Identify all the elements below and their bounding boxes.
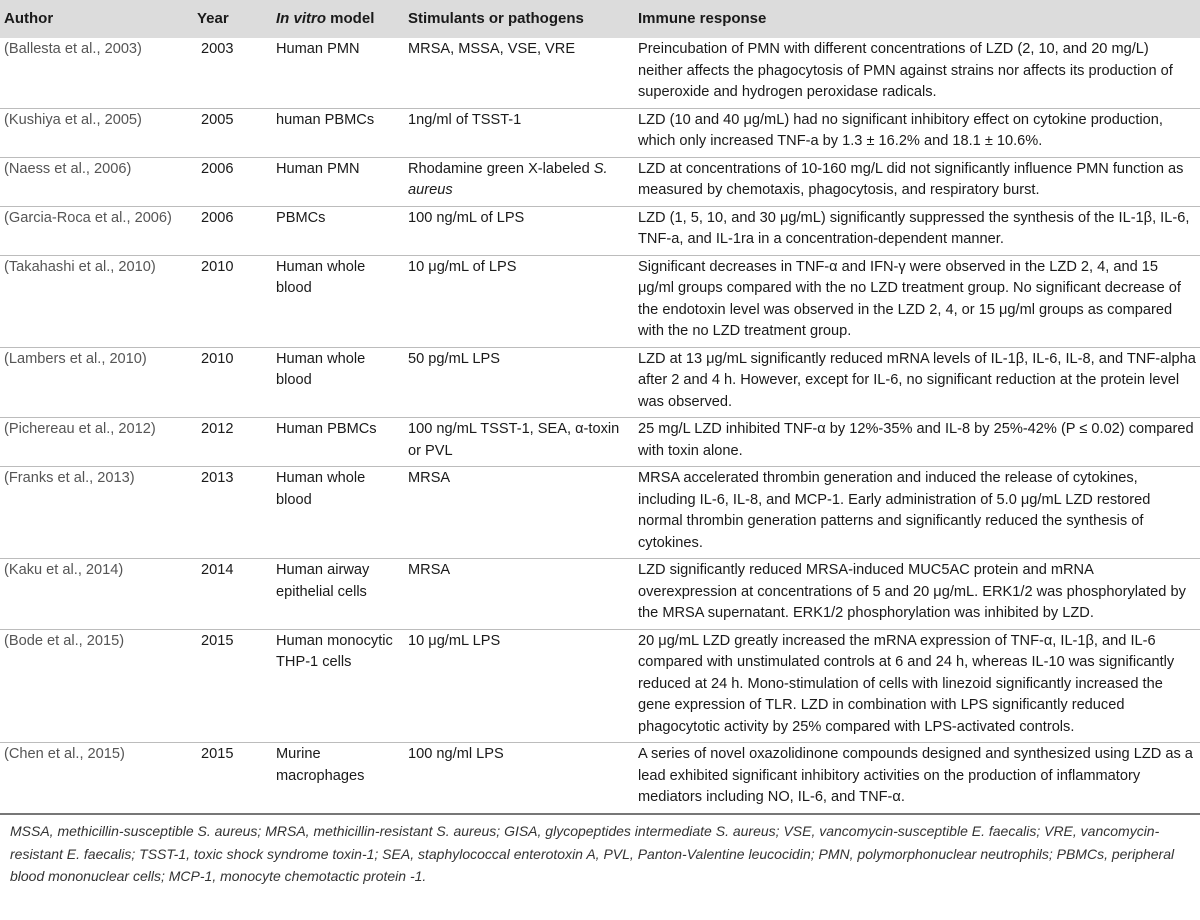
model-cell <box>272 743 404 814</box>
stimulants-cell <box>404 157 634 206</box>
response-cell <box>634 108 1200 157</box>
author-cell-text: (Bode et al., 2015) <box>4 632 125 649</box>
model-cell-text: Murine macrophages <box>276 746 365 784</box>
model-cell-text: Human whole blood <box>276 350 366 388</box>
author-cell <box>0 157 197 206</box>
stimulants-cell-text: 1ng/ml of TSST-1 <box>408 111 522 128</box>
stimulants-cell-text: 10 μg/mL of LPS <box>408 258 517 275</box>
stimulants-cell-text: MRSA <box>408 562 451 578</box>
table-row <box>0 255 1200 347</box>
model-cell-text: Human whole blood <box>276 258 366 296</box>
stimulants-cell-text: MRSA, MSSA, VSE, VRE <box>408 41 576 57</box>
model-cell <box>272 38 404 108</box>
year-cell-text: 2010 <box>201 350 234 367</box>
model-cell-text: Human monocytic THP-1 cells <box>276 632 393 670</box>
table-row <box>0 418 1200 467</box>
response-cell <box>634 38 1200 108</box>
year-cell <box>197 157 272 206</box>
response-cell <box>634 629 1200 743</box>
response-cell-text: Preincubation of PMN with different concentrations of LZD (2, 10, and 20 mg/L) neither affects the phagocytosis of PMN against strains nor affects its production of superoxide and hydrogen peroxidase radicals. <box>638 41 1173 100</box>
author-cell <box>0 347 197 418</box>
year-cell <box>197 255 272 347</box>
stimulants-cell-text: 100 ng/mL of LPS <box>408 209 525 226</box>
model-cell <box>272 255 404 347</box>
author-cell-text: (Takahashi et al., 2010) <box>4 258 156 275</box>
author-cell-text: (Pichereau et al., 2012) <box>4 421 156 437</box>
author-cell-text: (Ballesta et al., 2003) <box>4 41 142 57</box>
header-stimulants: Stimulants or pathogens <box>408 10 584 27</box>
response-cell-text: LZD at concentrations of 10-160 mg/L did not significantly influence PMN function as measured by chemotaxis, phagocytosis, and respiratory burst. <box>638 160 1184 198</box>
table-row <box>0 467 1200 559</box>
header-model-italic: In vitro <box>276 10 327 27</box>
model-cell <box>272 559 404 630</box>
response-cell-text: LZD significantly reduced MRSA-induced MUC5AC protein and mRNA overexpression at concentrations of 5 and 20 μg/mL. ERK1/2 was phosphorylated by the MRSA supernatant. ERK1/2 phosphorylation was inhibited by LZD. <box>638 562 1186 621</box>
year-cell <box>197 467 272 559</box>
model-cell <box>272 418 404 467</box>
response-cell-text: Significant decreases in TNF-α and IFN-γ were observed in the LZD 2, 4, and 15 μg/ml groups compared with the no LZD treatment group. No significant decrease of the endotoxin level was observed in the LZD 2, 4, or 15 μg/ml groups as compared with the no LZD treatment group. <box>638 258 1181 339</box>
stimulants-italic-text: S. aureus <box>408 160 608 198</box>
header-response: Immune response <box>638 10 767 27</box>
model-cell <box>272 157 404 206</box>
response-cell-text: MRSA accelerated thrombin generation and induced the release of cytokines, including IL-6, IL-8, and MCP-1. Early administration of 5.0 μg/mL LZD restored normal thrombin generation patterns and significantly reduced the synthesis of cytokines. <box>638 470 1151 551</box>
stimulants-cell <box>404 629 634 743</box>
model-cell-text: Human PBMCs <box>276 421 377 437</box>
year-cell <box>197 418 272 467</box>
author-cell <box>0 38 197 108</box>
author-cell-text: (Kaku et al., 2014) <box>4 562 124 578</box>
stimulants-cell <box>404 206 634 255</box>
model-cell-text: PBMCs <box>276 209 326 226</box>
year-cell <box>197 108 272 157</box>
author-cell <box>0 629 197 743</box>
author-cell-text: (Garcia-Roca et al., 2006) <box>4 209 172 226</box>
response-cell <box>634 467 1200 559</box>
header-model <box>272 0 404 38</box>
response-cell-text: 20 μg/mL LZD greatly increased the mRNA expression of TNF-α, IL-1β, and IL-6 compared with unstimulated controls at 6 and 24 h, whereas IL-10 was significantly reduced at 24 h. Mono-stimulation of cells with linezoid significantly increased the gene expression of TLR. LZD in combination with LPS significantly reduced phagocytotic activity by 25% compared with LPS-activated controls. <box>638 632 1175 735</box>
model-cell-text: Human PMN <box>276 41 360 57</box>
year-cell <box>197 629 272 743</box>
year-cell <box>197 559 272 630</box>
year-cell-text: 2006 <box>201 160 234 177</box>
response-cell <box>634 743 1200 814</box>
author-cell <box>0 559 197 630</box>
header-author: Author <box>4 10 54 27</box>
model-cell <box>272 347 404 418</box>
model-cell-text: Human PMN <box>276 160 360 177</box>
table-row <box>0 743 1200 814</box>
stimulants-cell <box>404 347 634 418</box>
author-cell-text: (Lambers et al., 2010) <box>4 350 147 367</box>
model-cell <box>272 108 404 157</box>
table-body <box>0 38 1200 814</box>
table-row <box>0 347 1200 418</box>
table-row <box>0 157 1200 206</box>
author-cell <box>0 206 197 255</box>
author-cell-text: (Franks et al., 2013) <box>4 470 135 486</box>
author-cell <box>0 418 197 467</box>
table-row <box>0 559 1200 630</box>
year-cell-text: 2015 <box>201 632 234 649</box>
response-cell-text: LZD (1, 5, 10, and 30 μg/mL) significantly suppressed the synthesis of the IL-1β, IL-6, TNF-a, and IL-1ra in a concentration-dependent manner. <box>638 209 1190 247</box>
year-cell <box>197 347 272 418</box>
stimulants-cell-text: 10 μg/mL LPS <box>408 632 501 649</box>
year-cell-text: 2010 <box>201 258 234 275</box>
model-cell <box>272 629 404 743</box>
header-year: Year <box>197 10 229 27</box>
author-cell-text: (Kushiya et al., 2005) <box>4 111 142 128</box>
author-cell-text: (Chen et al., 2015) <box>4 746 125 762</box>
stimulants-cell <box>404 255 634 347</box>
year-cell-text: 2006 <box>201 209 234 226</box>
stimulants-cell-text: 100 ng/ml LPS <box>408 746 504 762</box>
model-cell-text: Human airway epithelial cells <box>276 562 370 600</box>
table-footnote: MSSA, methicillin-susceptible S. aureus; MRSA, methicillin-resistant S. aureus; GISA, glycopeptides intermediate S. aureus; VSE, vancomycin-susceptible E. faecalis; VRE, vancomycin-resistant E. faecalis; TSST-1, toxic shock syndrome toxin-1; SEA, staphylococcal enterotoxin A, PVL, Panton-Valentine leucocidin; PMN, polymorphonuclear neutrophils; PBMCs, peripheral blood mononuclear cells; MCP-1, monocyte chemotactic protein -1. <box>10 823 1175 884</box>
year-cell-text: 2012 <box>201 421 234 437</box>
author-cell <box>0 108 197 157</box>
year-cell-text: 2014 <box>201 562 234 578</box>
response-cell <box>634 559 1200 630</box>
year-cell-text: 2005 <box>201 111 234 128</box>
year-cell <box>197 206 272 255</box>
model-cell <box>272 206 404 255</box>
response-cell <box>634 255 1200 347</box>
table-row <box>0 629 1200 743</box>
header-model-rest: model <box>326 10 375 27</box>
stimulants-cell-text: 50 pg/mL LPS <box>408 350 500 367</box>
year-cell <box>197 743 272 814</box>
year-cell <box>197 38 272 108</box>
stimulants-cell <box>404 559 634 630</box>
year-cell-text: 2003 <box>201 41 234 57</box>
author-cell <box>0 255 197 347</box>
stimulants-cell <box>404 743 634 814</box>
response-cell-text: LZD at 13 μg/mL significantly reduced mRNA levels of IL-1β, IL-6, IL-8, and TNF-alpha after 2 and 4 h. However, except for IL-6, no significant reduction at the protein level was observed. <box>638 350 1196 410</box>
stimulants-cell <box>404 467 634 559</box>
author-cell <box>0 467 197 559</box>
model-cell-text: Human whole blood <box>276 470 366 508</box>
stimulants-cell-text: MRSA <box>408 470 451 486</box>
stimulants-cell <box>404 38 634 108</box>
model-cell-text: human PBMCs <box>276 111 375 128</box>
response-cell-text: A series of novel oxazolidinone compounds designed and synthesized using LZD as a lead exhibited significant inhibitory activities on the production of inflammatory mediators including NO, IL-6, and TNF-α. <box>638 746 1193 805</box>
table-row <box>0 38 1200 108</box>
response-cell <box>634 347 1200 418</box>
stimulants-cell-text: Rhodamine green X-labeled <box>408 160 590 177</box>
table-row <box>0 206 1200 255</box>
model-cell <box>272 467 404 559</box>
response-cell-text: 25 mg/L LZD inhibited TNF-α by 12%-35% and IL-8 by 25%-42% (P ≤ 0.02) compared with toxin alone. <box>638 421 1194 459</box>
year-cell-text: 2013 <box>201 470 234 486</box>
response-cell <box>634 157 1200 206</box>
response-cell <box>634 206 1200 255</box>
stimulants-cell-text: 100 ng/mL TSST-1, SEA, α-toxin or PVL <box>408 421 620 459</box>
author-cell <box>0 743 197 814</box>
response-cell <box>634 418 1200 467</box>
year-cell-text: 2015 <box>201 746 234 762</box>
stimulants-cell <box>404 108 634 157</box>
table-row <box>0 108 1200 157</box>
table-header <box>0 0 1200 38</box>
header-row <box>0 0 1200 38</box>
response-cell-text: LZD (10 and 40 μg/mL) had no significant inhibitory effect on cytokine production, which only increased TNF-a by 1.3 ± 16.2% and 18.1 ± 10.6%. <box>638 111 1163 149</box>
author-cell-text: (Naess et al., 2006) <box>4 160 132 177</box>
stimulants-cell <box>404 418 634 467</box>
